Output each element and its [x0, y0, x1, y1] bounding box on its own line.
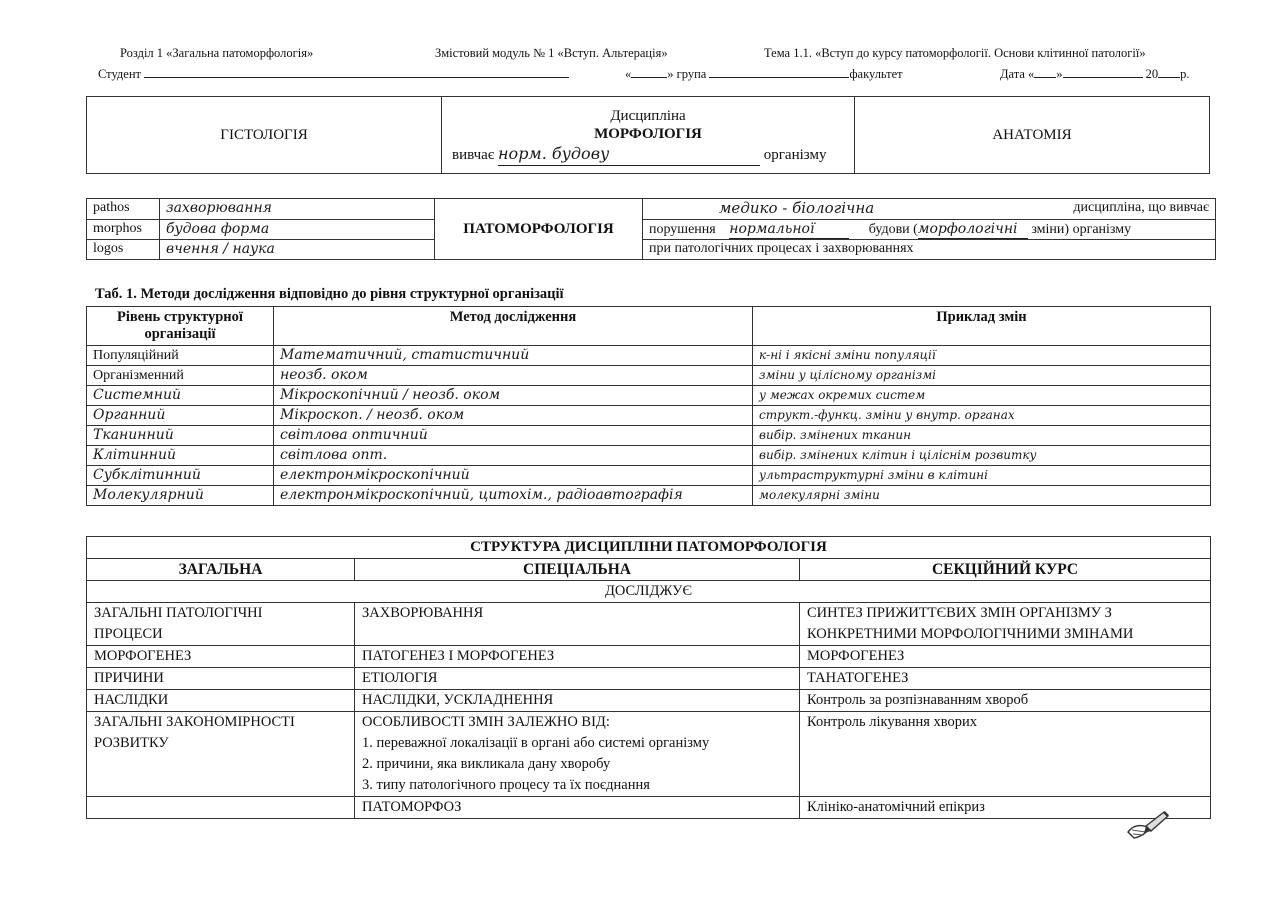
table-row — [87, 466, 1211, 486]
group-label: » група — [667, 67, 707, 81]
method-cell[interactable]: неозб. оком — [274, 366, 753, 386]
special-cell: ПАТОМОРФОЗ — [355, 797, 800, 819]
table-row — [87, 406, 1211, 426]
col-header-method: Метод дослідження — [274, 307, 753, 346]
special-line: ОСОБЛИВОСТІ ЗМІН ЗАЛЕЖНО ВІД: — [362, 714, 610, 730]
histology-cell: ГІСТОЛОГІЯ — [87, 97, 442, 174]
example-cell[interactable]: молекулярні зміни — [753, 486, 1211, 506]
quote-open: « — [625, 67, 632, 81]
example-cell[interactable]: ультраструктурні зміни в клітині — [753, 466, 1211, 486]
table-row — [87, 797, 1211, 819]
structure-title: СТРУКТУРА ДИСЦИПЛІНИ ПАТОМОРФОЛОГІЯ — [87, 537, 1211, 559]
definition-line-2 — [643, 220, 1216, 240]
table-row — [87, 603, 1211, 646]
col-header-example: Приклад змін — [753, 307, 1211, 346]
anatomy-cell: АНАТОМІЯ — [855, 97, 1210, 174]
studies-answer[interactable]: норм. будову — [498, 143, 760, 166]
level-cell[interactable]: Молекулярний — [87, 486, 274, 506]
morphology-cell — [442, 97, 855, 174]
table-row — [87, 668, 1211, 690]
example-cell[interactable]: вибір. змінених клітин і ціліснім розвитку — [753, 446, 1211, 466]
term-pathos: pathos — [87, 199, 160, 220]
example-cell[interactable]: к-ні і якісні зміни популяції — [753, 346, 1211, 366]
date-label: Дата « — [1000, 67, 1035, 81]
method-cell[interactable]: світлова оптичний — [274, 426, 753, 446]
definition-line-1 — [643, 199, 1216, 220]
example-cell[interactable]: вибір. змінених тканин — [753, 426, 1211, 446]
method-cell[interactable]: електронмікроскопічний — [274, 466, 753, 486]
definition-answer-3[interactable]: морфологічні — [918, 220, 1028, 239]
col-header-level: Рівень структурної організації — [87, 307, 274, 346]
general-line: ПРОЦЕСИ — [94, 626, 163, 642]
special-cell — [355, 712, 800, 797]
general-line: ЗАГАЛЬНІ ЗАКОНОМІРНОСТІ — [94, 714, 295, 730]
studies-row: ДОСЛІДЖУЄ — [87, 581, 1211, 603]
term-morphos: morphos — [87, 220, 160, 240]
methods-table — [86, 306, 1211, 506]
structure-table — [86, 536, 1211, 819]
definition-suffix-2: зміни) організму — [1031, 222, 1132, 237]
example-cell[interactable]: структ.-функц. зміни у внутр. органах — [753, 406, 1211, 426]
example-cell[interactable]: у межах окремих систем — [753, 386, 1211, 406]
table-row — [87, 366, 1211, 386]
table-row — [87, 386, 1211, 406]
general-line: ЗАГАЛЬНІ ПАТОЛОГІЧНІ — [94, 605, 263, 621]
discipline-box — [86, 96, 1210, 174]
date-line — [1000, 66, 1190, 82]
discipline-title: Дисципліна — [610, 107, 686, 124]
section-cell — [800, 603, 1211, 646]
year-prefix: 20 — [1145, 67, 1159, 81]
col-special: СПЕЦІАЛЬНА — [355, 559, 800, 581]
faculty-label: факультет — [849, 67, 903, 81]
date-month-field[interactable] — [1063, 66, 1143, 78]
level-cell[interactable]: Субклітинний — [87, 466, 274, 486]
studies-line — [448, 143, 848, 166]
studies-label: вивчає — [452, 146, 495, 163]
discipline-name: МОРФОЛОГІЯ — [594, 125, 702, 142]
level-cell[interactable]: Системний — [87, 386, 274, 406]
method-cell[interactable]: Мікроскопічний / неозб. оком — [274, 386, 753, 406]
method-cell[interactable]: Мікроскоп. / неозб. оком — [274, 406, 753, 426]
section-cell: Контроль за розпізнаванням хвороб — [800, 690, 1211, 712]
year-field[interactable] — [1158, 66, 1180, 78]
pencil-writing-icon — [1124, 808, 1172, 847]
table-row — [87, 712, 1211, 797]
term-logos: logos — [87, 240, 160, 260]
special-line: ЗАХВОРЮВАННЯ — [362, 605, 484, 621]
table-row — [87, 446, 1211, 466]
general-cell: МОРФОГЕНЕЗ — [87, 646, 355, 668]
method-cell[interactable]: електронмікроскопічний, цитохім., радіоавтографія — [274, 486, 753, 506]
definition-prefix-2: порушення — [649, 222, 716, 237]
pathomorphology-title: ПАТОМОРФОЛОГІЯ — [435, 199, 643, 260]
section-cell: Контроль лікування хворих — [800, 712, 1211, 797]
general-cell — [87, 712, 355, 797]
method-cell[interactable]: світлова опт. — [274, 446, 753, 466]
date-mid: » — [1056, 67, 1063, 81]
date-day-field[interactable] — [1034, 66, 1056, 78]
level-cell: Популяційний — [87, 346, 274, 366]
special-cell: ЕТІОЛОГІЯ — [355, 668, 800, 690]
col-section-course: СЕКЦІЙНИЙ КУРС — [800, 559, 1211, 581]
pathomorphology-box — [86, 198, 1216, 260]
section-cell: ТАНАТОГЕНЕЗ — [800, 668, 1211, 690]
section-cell: МОРФОГЕНЕЗ — [800, 646, 1211, 668]
student-name-field[interactable] — [144, 66, 569, 78]
table-row — [87, 486, 1211, 506]
definition-answer-1[interactable]: медико - біологічна — [719, 199, 875, 217]
level-cell[interactable]: Тканинний — [87, 426, 274, 446]
course-field[interactable] — [631, 66, 667, 78]
header-section: Розділ 1 «Загальна патоморфологія» — [120, 46, 314, 60]
section-line: КОНКРЕТНИМИ МОРФОЛОГІЧНИМИ ЗМІНАМИ — [807, 626, 1134, 642]
definition-mid-2: будови ( — [868, 222, 918, 237]
definition-text-1: дисципліна, що вивчає — [1073, 200, 1209, 215]
level-cell[interactable]: Клітинний — [87, 446, 274, 466]
section-line: СИНТЕЗ ПРИЖИТТЄВИХ ЗМІН ОРГАНІЗМУ З — [807, 605, 1112, 621]
meaning-pathos[interactable]: захворювання — [160, 199, 435, 220]
group-line — [625, 66, 903, 82]
definition-answer-2[interactable]: нормальної — [729, 220, 849, 239]
meaning-morphos[interactable]: будова форма — [160, 220, 435, 240]
header-module: Змістовий модуль № 1 «Вступ. Альтерація» — [435, 46, 668, 60]
level-cell: Організменний — [87, 366, 274, 386]
col-general: ЗАГАЛЬНА — [87, 559, 355, 581]
table-row — [87, 690, 1211, 712]
level-cell[interactable]: Органний — [87, 406, 274, 426]
year-suffix: р. — [1180, 67, 1190, 81]
method-cell[interactable]: Математичний, статистичний — [274, 346, 753, 366]
definition-line-3: при патологічних процесах і захворюваннях — [643, 240, 1216, 260]
special-cell: ПАТОГЕНЕЗ І МОРФОГЕНЕЗ — [355, 646, 800, 668]
table-row — [87, 646, 1211, 668]
general-line: РОЗВИТКУ — [94, 735, 169, 751]
example-cell[interactable]: зміни у цілісному організмі — [753, 366, 1211, 386]
organism-label: організму — [763, 146, 827, 163]
special-cell — [355, 603, 800, 646]
special-line: 3. типу патологічного процесу та їх поєднання — [362, 777, 650, 793]
student-label: Студент — [98, 67, 141, 81]
section-cell: Клініко-анатомічний епікриз — [800, 797, 1211, 819]
special-line: 1. переважної локалізації в органі або системі організму — [362, 735, 710, 751]
table-row — [87, 346, 1211, 366]
special-cell: НАСЛІДКИ, УСКЛАДНЕННЯ — [355, 690, 800, 712]
meaning-logos[interactable]: вчення / наука — [160, 240, 435, 260]
general-cell: ПРИЧИНИ — [87, 668, 355, 690]
header-topic: Тема 1.1. «Вступ до курсу патоморфології. Основи клітинної патології» — [764, 46, 1146, 60]
general-cell — [87, 797, 355, 819]
student-line — [98, 66, 569, 82]
general-cell: НАСЛІДКИ — [87, 690, 355, 712]
table1-title: Таб. 1. Методи дослідження відповідно до рівня структурної організації — [95, 286, 564, 302]
special-line: 2. причини, яка викликала дану хворобу — [362, 756, 611, 772]
general-cell — [87, 603, 355, 646]
group-field[interactable] — [709, 66, 849, 78]
table-row — [87, 426, 1211, 446]
